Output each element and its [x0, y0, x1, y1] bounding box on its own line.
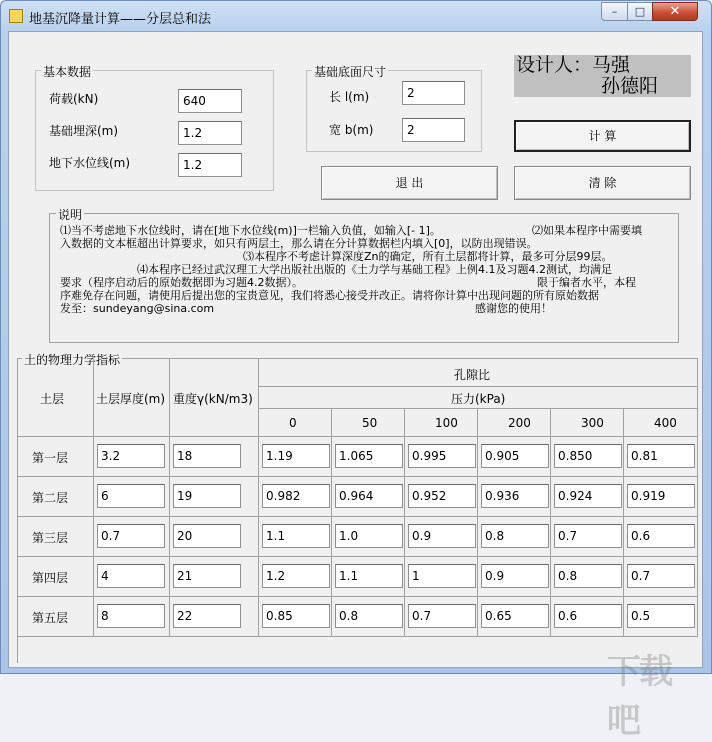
- void-ratio-input[interactable]: [627, 604, 695, 628]
- void-ratio-input[interactable]: [335, 564, 403, 588]
- weight-input[interactable]: [173, 484, 241, 508]
- depth-input[interactable]: [178, 121, 242, 145]
- pressure-label: 300: [581, 416, 604, 430]
- table-row-layer-name: [18, 557, 94, 597]
- void-ratio-input[interactable]: [554, 444, 622, 468]
- pressure-label: 400: [654, 416, 677, 430]
- void-ratio-input[interactable]: [408, 564, 476, 588]
- void-ratio-input[interactable]: [481, 484, 549, 508]
- void-ratio-input[interactable]: [408, 444, 476, 468]
- base-size-group: [306, 65, 482, 152]
- window-title: 地基沉降量计算——分层总和法: [29, 12, 212, 27]
- calculate-button[interactable]: 计 算: [514, 120, 691, 152]
- void-ratio-input[interactable]: [554, 564, 622, 588]
- void-ratio-input[interactable]: [627, 524, 695, 548]
- notes-group: [49, 208, 679, 343]
- basic-data-group: [35, 65, 274, 191]
- table-row-layer-name: [18, 437, 94, 477]
- thickness-input[interactable]: [97, 484, 165, 508]
- header-thickness-label: 土层厚度(m): [96, 392, 166, 406]
- pressure-label: 200: [508, 416, 531, 430]
- header-layer-label: 土层: [40, 392, 65, 406]
- thickness-input[interactable]: [97, 564, 165, 588]
- length-label: 长 l(m): [329, 90, 370, 104]
- pressure-col-300: [551, 409, 624, 437]
- load-input[interactable]: [178, 89, 242, 113]
- thickness-input[interactable]: [97, 604, 165, 628]
- void-ratio-input[interactable]: [627, 444, 695, 468]
- table-row-layer-name: [18, 517, 94, 557]
- weight-input[interactable]: [173, 564, 241, 588]
- void-ratio-input[interactable]: [408, 524, 476, 548]
- water-level-label: 地下水位线(m): [49, 156, 131, 170]
- header-weight-label: 重度γ(kN/m3): [173, 392, 253, 406]
- weight-input[interactable]: [173, 524, 241, 548]
- void-ratio-input[interactable]: [627, 484, 695, 508]
- note-line-5b: 限于编者水平，本程: [537, 276, 636, 289]
- void-ratio-input[interactable]: [408, 484, 476, 508]
- void-ratio-input[interactable]: [262, 444, 330, 468]
- void-ratio-input[interactable]: [262, 564, 330, 588]
- void-ratio-input[interactable]: [262, 604, 330, 628]
- void-ratio-input[interactable]: [335, 484, 403, 508]
- pressure-col-400: [624, 409, 698, 437]
- designer-line-2: 孙德阳: [601, 75, 659, 97]
- void-ratio-input[interactable]: [481, 564, 549, 588]
- header-layer: [18, 359, 94, 437]
- header-thickness: [94, 359, 170, 437]
- client-area: [8, 31, 703, 741]
- void-ratio-input[interactable]: [335, 524, 403, 548]
- header-weight: [170, 359, 259, 437]
- table-row-layer-name: [18, 477, 94, 517]
- maximize-button[interactable]: □: [627, 2, 653, 21]
- pressure-label: 0: [289, 416, 297, 430]
- layer-name: 第三层: [32, 531, 69, 545]
- note-line-1b: ⑵如果本程序中需要填: [532, 224, 642, 237]
- note-line-2: 入数据的文本框超出计算要求，如只有两层土，那么请在分计算数据栏内填入[0]，以防出现错误。: [60, 237, 538, 250]
- table-row-layer-name: [18, 597, 94, 637]
- note-line-7: 发至：sundeyang@sina.com: [60, 302, 215, 315]
- pressure-label: 100: [435, 416, 458, 430]
- void-ratio-input[interactable]: [554, 604, 622, 628]
- watermark-logo: 下载吧: [607, 652, 671, 741]
- pressure-label: 50: [362, 416, 378, 430]
- layer-name: 第五层: [32, 611, 69, 625]
- void-ratio-input[interactable]: [481, 604, 549, 628]
- void-ratio-input[interactable]: [554, 524, 622, 548]
- layer-name: 第二层: [32, 491, 69, 505]
- designer-panel: [514, 55, 691, 97]
- header-pressure: [259, 387, 698, 409]
- length-input[interactable]: [402, 81, 465, 105]
- thickness-input[interactable]: [97, 524, 165, 548]
- base-size-legend: 基础底面尺寸: [314, 65, 387, 79]
- note-line-7b: 感谢您的使用！: [475, 302, 552, 315]
- notes-legend: 说明: [58, 208, 83, 222]
- pressure-col-200: [478, 409, 551, 437]
- soil-table-group: [17, 353, 698, 663]
- void-ratio-input[interactable]: [408, 604, 476, 628]
- void-ratio-input[interactable]: [335, 444, 403, 468]
- layer-name: 第一层: [32, 451, 69, 465]
- void-ratio-input[interactable]: [262, 484, 330, 508]
- void-ratio-input[interactable]: [481, 444, 549, 468]
- note-line-4: ⑷本程序已经过武汉理工大学出版社出版的《土力学与基础工程》上例4.1及习题4.2测试，均满足: [137, 263, 612, 276]
- pressure-col-100: [405, 409, 478, 437]
- pressure-col-0: [259, 409, 332, 437]
- note-line-6: 序难免存在问题，请使用后提出您的宝贵意见，我们将悉心接受并改正。请将你计算中出现问题的所有原始数据: [60, 289, 599, 302]
- minimize-button[interactable]: –: [601, 2, 628, 21]
- basic-data-legend: 基本数据: [43, 65, 92, 79]
- header-void-ratio: [259, 359, 698, 387]
- app-icon: [9, 9, 23, 23]
- header-pressure-label: 压力(kPa): [451, 392, 506, 406]
- weight-input[interactable]: [173, 604, 241, 628]
- soil-table-legend: 土的物理力学指标: [24, 353, 121, 367]
- load-label: 荷载(kN): [49, 92, 99, 106]
- thickness-input[interactable]: [97, 444, 165, 468]
- note-line-1: ⑴当不考虑地下水位线时，请在[地下水位线(m)]一栏输入负值，如输入[- 1]。: [60, 224, 441, 237]
- void-ratio-input[interactable]: [335, 604, 403, 628]
- void-ratio-input[interactable]: [627, 564, 695, 588]
- water-level-input[interactable]: [178, 153, 242, 177]
- void-ratio-input[interactable]: [554, 484, 622, 508]
- designer-line-1: 设计人：马强: [516, 54, 631, 76]
- layer-name: 第四层: [32, 571, 69, 585]
- clear-button[interactable]: 清 除: [514, 166, 691, 200]
- exit-button[interactable]: 退 出: [321, 166, 498, 200]
- close-button[interactable]: ✕: [652, 2, 698, 21]
- note-line-5: 要求（程序启动后的原始数据即为习题4.2数据）。: [60, 276, 303, 289]
- weight-input[interactable]: [173, 444, 241, 468]
- width-input[interactable]: [402, 118, 465, 142]
- void-ratio-input[interactable]: [481, 524, 549, 548]
- void-ratio-input[interactable]: [262, 524, 330, 548]
- pressure-col-50: [332, 409, 405, 437]
- title-bar[interactable]: [1, 1, 711, 31]
- depth-label: 基础埋深(m): [49, 124, 119, 138]
- note-line-3: ⑶本程序不考虑计算深度Zn的确定，所有土层都将计算，最多可分层99层。: [243, 250, 613, 263]
- header-void-ratio-label: 孔隙比: [454, 368, 491, 382]
- width-label: 宽 b(m): [329, 123, 374, 137]
